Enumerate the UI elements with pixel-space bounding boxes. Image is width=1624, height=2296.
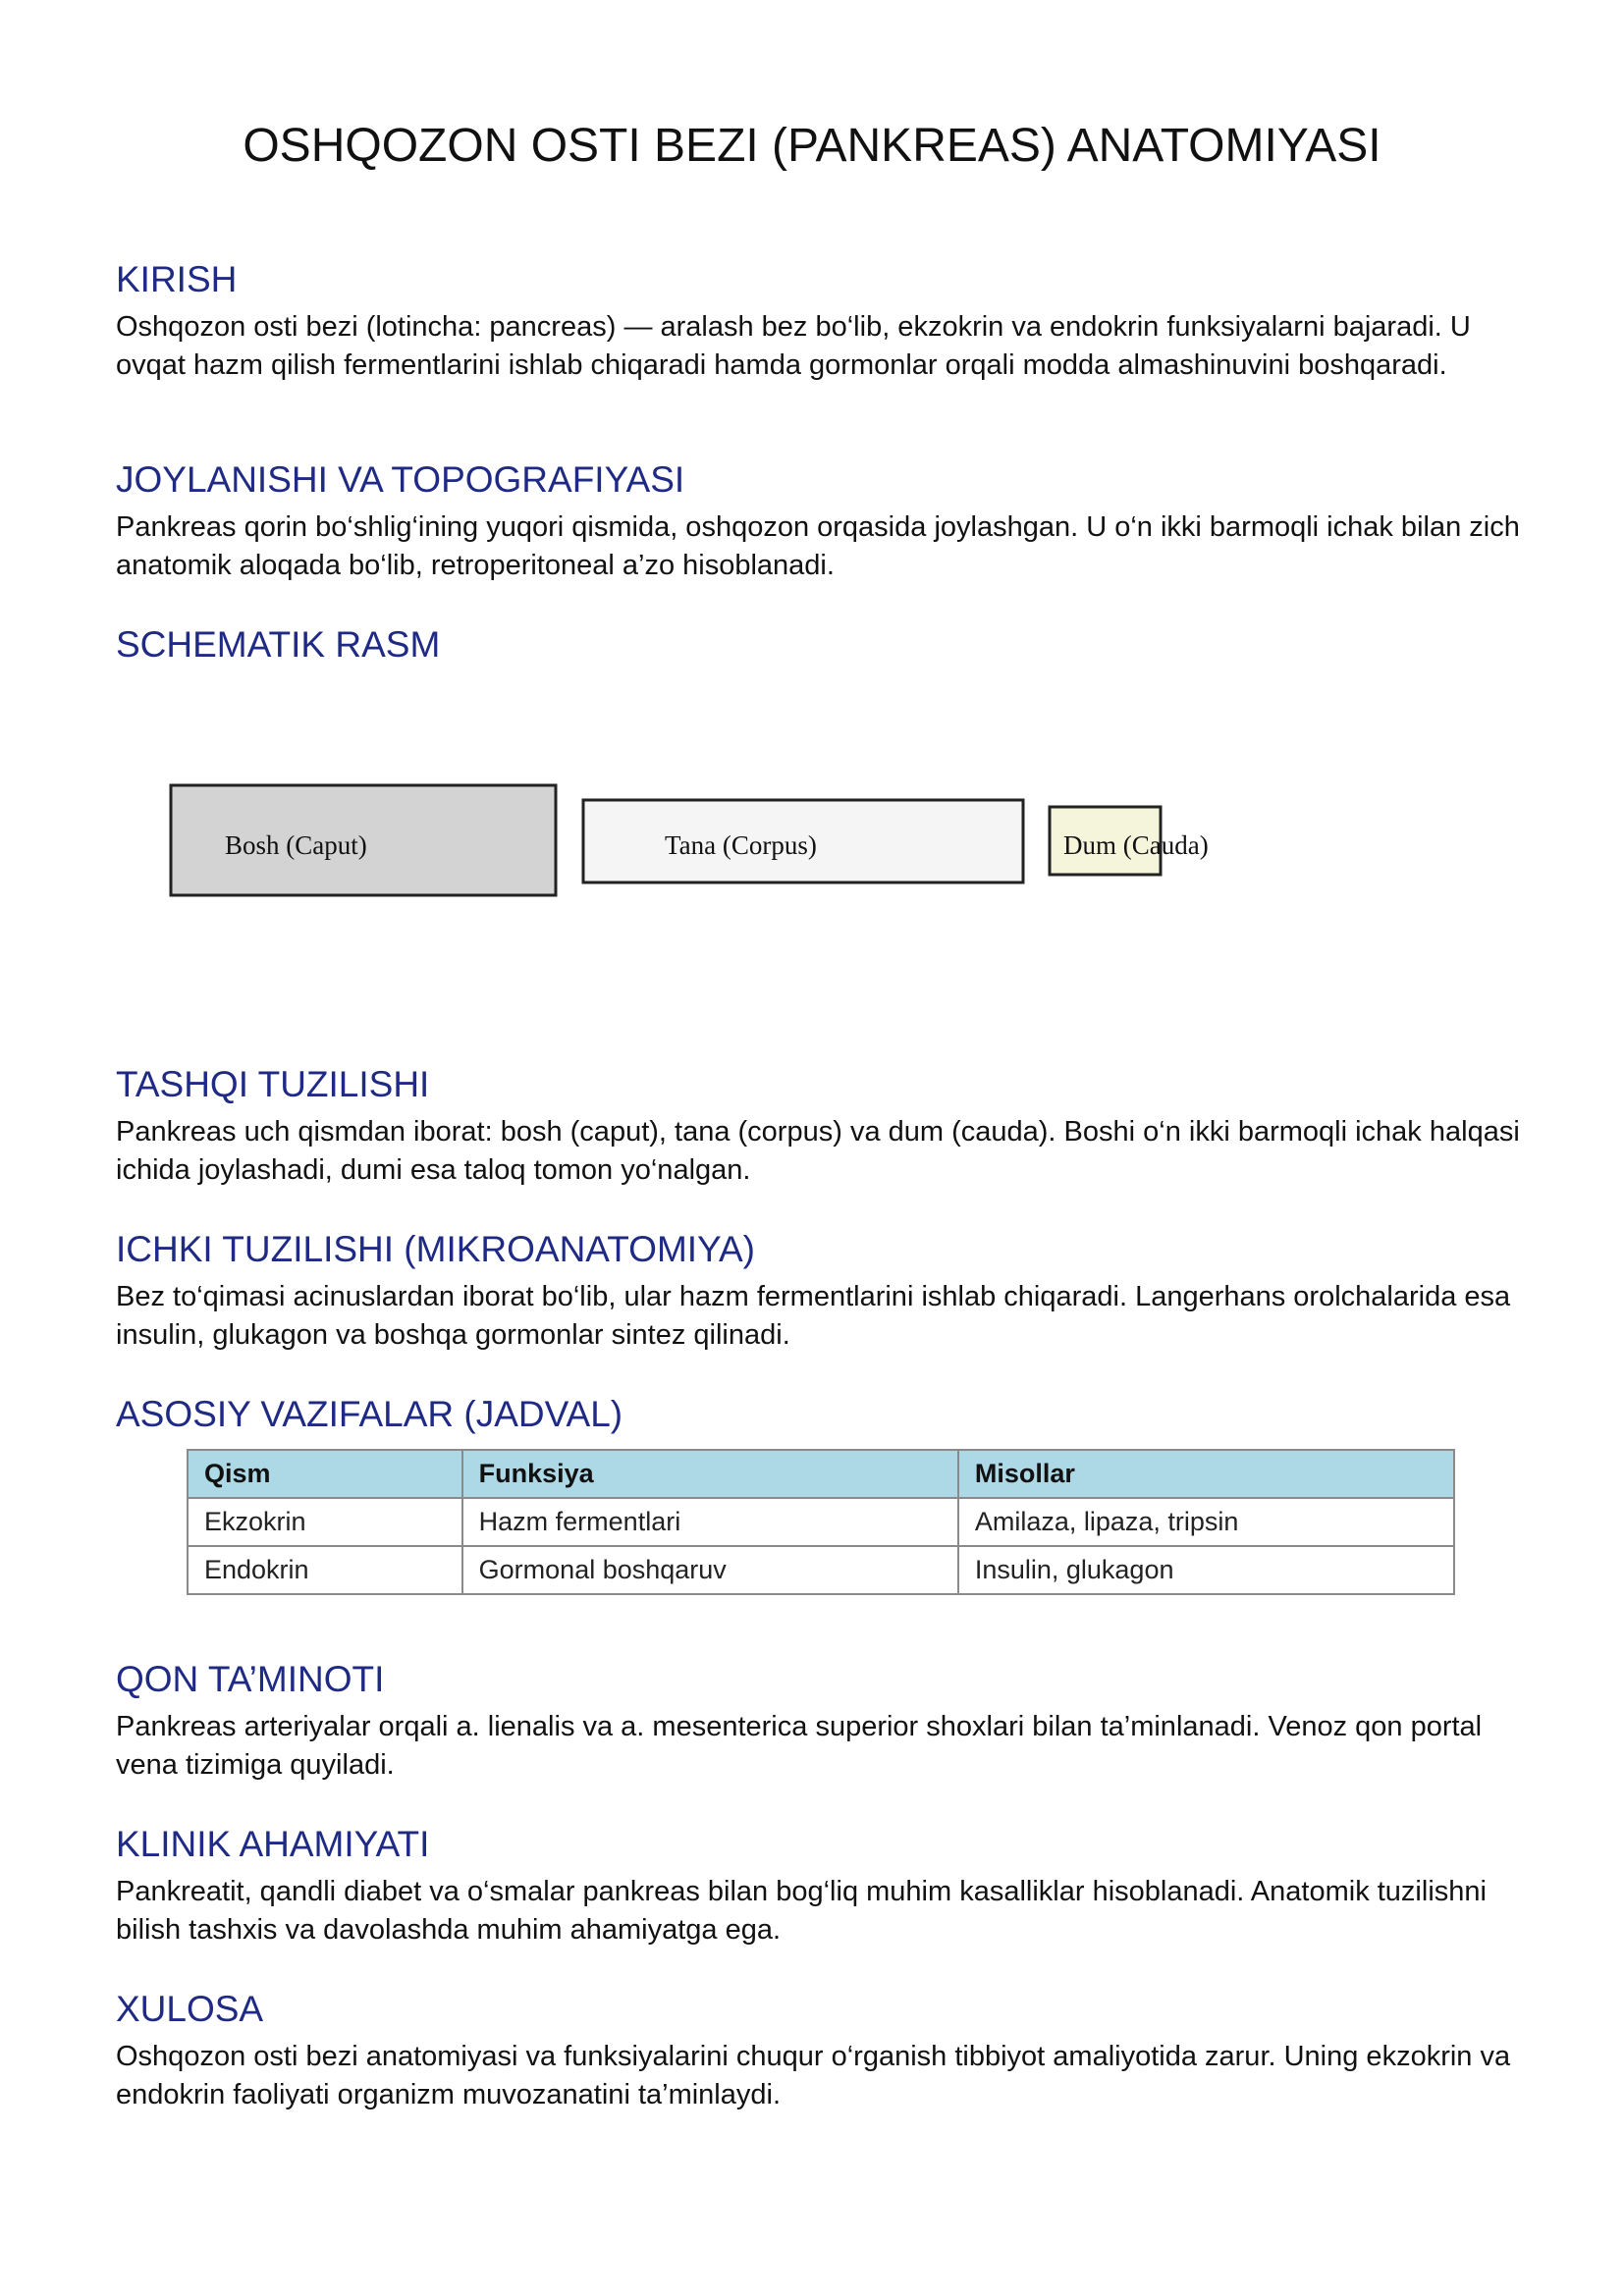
section-heading-asosiy: ASOSIY VAZIFALAR (JADVAL): [116, 1394, 623, 1434]
section-text-klinik: Pankreatit, qandli diabet va o‘smalar pankreas bilan bog‘liq muhim kasalliklar hisoblanadi. Anatomik tuzilishni bilish tashxis va davolashda muhim ahamiyatga ega.: [116, 1876, 1487, 1946]
section-heading-klinik: KLINIK AHAMIYATI: [116, 1824, 430, 1864]
section-heading-ichki: ICHKI TUZILISHI (MIKROANATOMIYA): [116, 1229, 755, 1269]
section-tashqi: [116, 1062, 1530, 1190]
table-row: [188, 1546, 1454, 1594]
section-xulosa: [116, 1987, 1530, 2114]
section-ichki: [116, 1227, 1530, 1355]
section-text-tashqi: Pankreas uch qismdan iborat: bosh (caput), tana (corpus) va dum (cauda). Boshi o‘n ikki barmoqli ichak halqasi ichida joylashadi, dumi esa taloq tomon yo‘nalgan.: [116, 1116, 1520, 1186]
table-header-row: [188, 1450, 1454, 1498]
diagram-part-caput: [171, 785, 556, 895]
diagram-part-corpus: [583, 800, 1023, 882]
table-header-funksiya: Funksiya: [462, 1450, 958, 1498]
table-cell: Hazm fermentlari: [462, 1498, 958, 1546]
corpus-label: Tana (Corpus): [665, 830, 817, 860]
section-schematik: [116, 622, 1530, 667]
section-heading-xulosa: XULOSA: [116, 1989, 264, 2029]
table-cell: Insulin, glukagon: [958, 1546, 1454, 1594]
section-joylanishi: [116, 457, 1530, 585]
section-heading-qon: QON TA’MINOTI: [116, 1659, 385, 1699]
section-text-joylanishi: Pankreas qorin bo‘shlig‘ining yuqori qismida, oshqozon orqasida joylashgan. U o‘n ikki barmoqli ichak bilan zich anatomik aloqada bo‘lib, retroperitoneal a’zo hisoblanadi.: [116, 511, 1520, 581]
table-cell: Endokrin: [188, 1546, 462, 1594]
section-heading-joylanishi: JOYLANISHI VA TOPOGRAFIYASI: [116, 459, 685, 500]
table-cell: Amilaza, lipaza, tripsin: [958, 1498, 1454, 1546]
section-asosiy: [116, 1392, 1530, 1437]
section-text-ichki: Bez to‘qimasi acinuslardan iborat bo‘lib, ular hazm fermentlarini ishlab chiqaradi. Langerhans orolchalarida esa insulin, glukagon va boshqa gormonlar sintez qilinadi.: [116, 1281, 1511, 1351]
section-heading-kirish: KIRISH: [116, 259, 238, 299]
page-title: OSHQOZON OSTI BEZI (PANKREAS) ANATOMIYASI: [243, 120, 1381, 172]
table-cell: Ekzokrin: [188, 1498, 462, 1546]
table-row: [188, 1498, 1454, 1546]
section-heading-schematik: SCHEMATIK RASM: [116, 624, 441, 665]
functions-table: [187, 1449, 1455, 1595]
section-kirish: [116, 257, 1530, 385]
table-header-qism: Qism: [188, 1450, 462, 1498]
section-text-xulosa: Oshqozon osti bezi anatomiyasi va funksiyalarini chuqur o‘rganish tibbiyot amaliyotida zarur. Uning ekzokrin va endokrin faoliyati organizm muvozanatini ta’minlaydi.: [116, 2041, 1511, 2110]
section-text-kirish: Oshqozon osti bezi (lotincha: pancreas) — aralash bez bo‘lib, ekzokrin va endokrin funksiyalarni bajaradi. U ovqat hazm qilish fermentlarini ishlab chiqaradi hamda gormonlar orqali modda almashinuvini boshqaradi.: [116, 311, 1471, 381]
cauda-label: Dum (Cauda): [1063, 830, 1209, 860]
table-header-misollar: Misollar: [958, 1450, 1454, 1498]
section-klinik: [116, 1822, 1530, 1949]
diagram-part-cauda: [1050, 807, 1209, 875]
caput-label: Bosh (Caput): [225, 830, 367, 860]
section-text-qon: Pankreas arteriyalar orqali a. lienalis va a. mesenterica superior shoxlari bilan ta’minlanadi. Venoz qon portal vena tizimiga quyiladi.: [116, 1711, 1483, 1781]
section-qon: [116, 1657, 1530, 1785]
table-cell: Gormonal boshqaruv: [462, 1546, 958, 1594]
section-heading-tashqi: TASHQI TUZILISHI: [116, 1064, 430, 1104]
